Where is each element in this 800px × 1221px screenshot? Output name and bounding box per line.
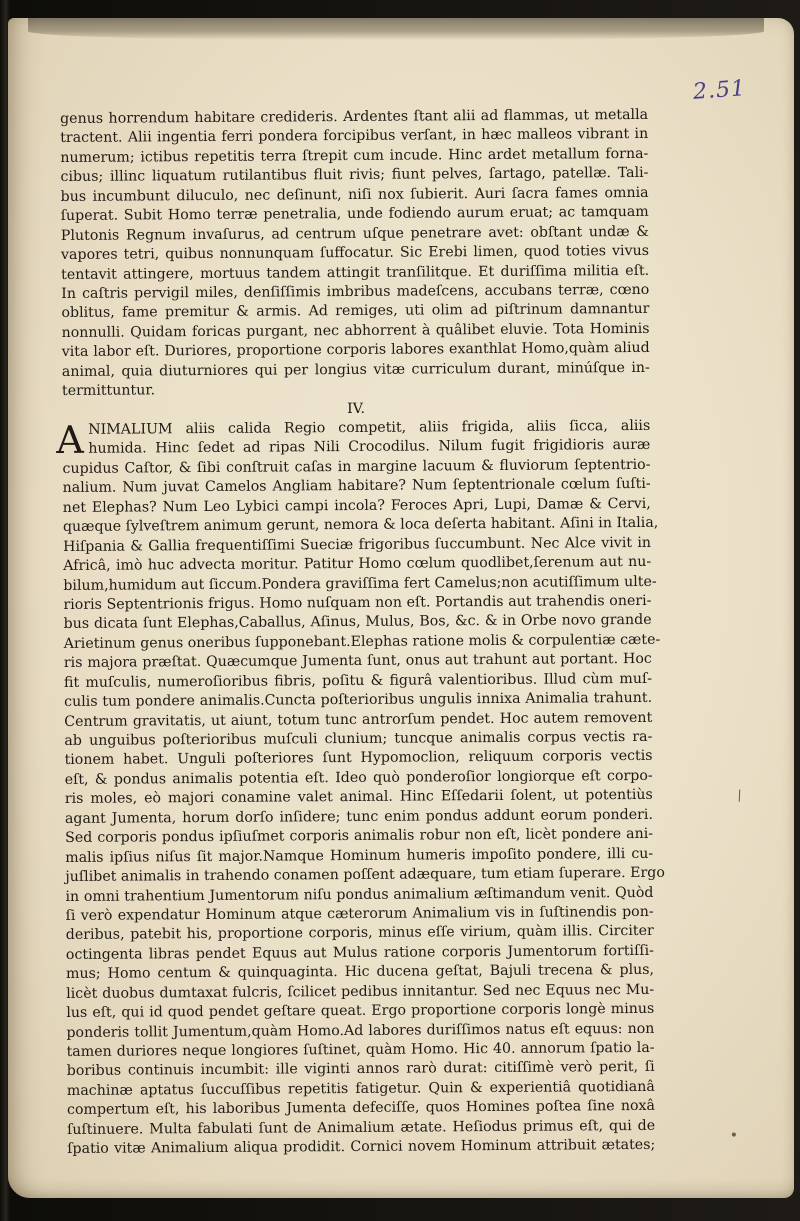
folio-number: 2.51 <box>692 76 747 105</box>
text-line: ſpatio vitæ Animalium aliqua prodidit. Cornici novem Hominum attribuit ætates; <box>67 1137 656 1158</box>
text-line: ab unguibus poſterioribus muſculi clunium; tuncque animalis corpus vectis ra- <box>64 728 653 749</box>
text-line: Sed corporis pondus ipſiuſmet corporis animalis robur non eſt, licèt pondere ani- <box>65 826 654 847</box>
text-line: In caſtris pervigil miles, denſiſſimis imbribus madeſcens, accubans terræ, cœno <box>61 281 650 302</box>
text-line: licèt duobus dumtaxat fulcris, ſcilicet pedibus innitantur. Sed nec Equus nec Mu- <box>66 981 655 1002</box>
text-line: bilum,humidum aut ſiccum.Pondera graviſſima fert Camelus;non acutiſſimum ulte- <box>63 573 657 594</box>
text-line: tentavit attingere, mortuus tandem attingit tranſilitque. Et duriſſima militia eſt. <box>61 262 650 283</box>
text-line: nonnulli. Quidam foricas purgant, nec abhorrent à quâlibet eluvie. Tota Hominis <box>61 320 650 341</box>
text-line: octingenta libras pendet Equus aut Mulus ratione corporis Jumentorum fortiſſi- <box>65 942 654 963</box>
text-line: cibus; illinc liquatum rutilantibus fluit rivis; fiunt pelves, ſartago, patellæ. Tali- <box>60 165 649 186</box>
text-line: juſlibet animalis in trahendo conamen poſſent adæquare, tum etiam ſuperare. Ergo <box>65 864 665 886</box>
text-line: Plutonis Regnum invaſurus, ad centrum uſque penetrare avet: obſtant undæ & <box>60 223 649 244</box>
text-line: mus; Homo centum & quinquaginta. Hic ducena geſtat, Bajuli trecena & plus, <box>65 962 655 983</box>
text-line: numerum; ictibus repetitis terra ſtrepit cum incude. Hinc ardet metallum forna- <box>60 145 649 166</box>
text-line: Hiſpania & Gallia frequentiſſimi Sueciæ frigoribus ſuccumbunt. Nec Alce vivit in <box>62 534 652 555</box>
section-iv <box>56 417 665 1160</box>
text-line: compertum eſt, his laboribus Jumenta defeciſſe, quos Homines poſtea ſine noxâ <box>66 1098 656 1119</box>
text-line: animal, quia diuturniores qui per longius vitæ curriculum durant, minúſque in- <box>61 359 650 380</box>
text-line: culis tum pondere animalis.Cuncta poſterioribus ungulis innixa Animalia trahunt. <box>64 690 653 711</box>
text-line: vapores tetri, quibus nonnunquam ſuffocatur. Sic Erebi limen, quod toties vivus <box>60 242 650 264</box>
text-block-top <box>60 106 650 402</box>
text-line: tamen duriores neque longiores ſuſtinet, quàm Homo. Hic 40. annorum ſpatio la- <box>66 1039 655 1060</box>
text-line: humida. Hinc ſedet ad ripas Nili Crocodilus. Nilum fugit frigidioris auræ <box>88 437 651 458</box>
text-line: oblitus, fame premitur & armis. Ad remiges, uti olim ad piſtrinum damnantur <box>61 301 650 322</box>
text-line: malis ipſius niſus ſit major.Namque Hominum humeris impoſito pondere, illi cu- <box>65 845 654 866</box>
text-line: eſt, & pondus animalis potentia eſt. Ideo quò ponderoſior longiorque eſt corpo- <box>64 767 653 788</box>
text-line: rioris Septentrionis frigus. Homo nuſquam non eſt. Portandis aut trahendis oneri- <box>63 592 652 613</box>
text-line: machinæ aptatus ſuccuſſibus repetitis fatigetur. Quin & experientiâ quotidianâ <box>66 1078 655 1099</box>
text-line: deribus, patebit his, proportione corporis, minus eſſe virium, quàm illis. Circiter <box>65 923 654 944</box>
text-line: tractent. Alii ingentia ferri pondera forcipibus verſant, in hæc malleos vibrant in <box>60 126 649 147</box>
text-line: fit muſculis, numeroſioribus fibris, poſitu & figurâ valentioribus. Illud cùm muſ- <box>63 670 653 691</box>
text-line: quæque ſylveſtrem animum gerunt, nemora & loca deſerta habitant. Aſini in Italia, <box>62 515 659 536</box>
text-line: ris majora præſtat. Quæcumque Jumenta ſunt, onus aut trahunt aut portant. Hoc <box>63 651 652 672</box>
paper-page <box>8 18 794 1198</box>
text-line: Arietinum genus oneribus ſupponebant.Elephas ratione molis & corpulentiæ cæte- <box>63 631 661 652</box>
text-line: cupidus Caſtor, & ſibi conſtruit caſas in margine lacuum & fluviorum ſeptentrio- <box>62 456 651 477</box>
text-line: Africâ, imò huc advecta moritur. Patitur Homo cœlum quodlibet,ſerenum aut nu- <box>63 553 652 575</box>
text-line: boribus continuis incumbit: ille viginti annos rarò durat: citiſſimè verò perit, ſi <box>66 1059 655 1080</box>
page-text <box>56 106 665 1160</box>
page-top-edge <box>28 18 764 40</box>
text-line: ris moles, eò majori conamine valet animal. Hinc Eſſedarii ſolent, ut potentiùs <box>64 787 653 808</box>
text-line: termittuntur. <box>61 382 156 400</box>
drop-initial: A <box>56 417 84 463</box>
text-block-section <box>62 417 665 1160</box>
text-line: net Elephas? Num Leo Lybici campi incola? Feroces Apri, Lupi, Damæ & Cervi, <box>62 495 651 516</box>
text-line: vita labor eſt. Duriores, proportione corporis labores exanthlat Homo,quàm aliud <box>61 340 650 361</box>
text-line: ponderis tollit Jumentum,quàm Homo.Ad labores duriſſimos natus eſt equus: non <box>66 1020 655 1041</box>
margin-dot: • <box>729 1128 738 1144</box>
margin-mark: \ <box>734 787 745 805</box>
text-line: ſi verò expendatur Hominum atque cæterorum Animalium vis in ſuſtinendis pon- <box>65 903 654 924</box>
text-line: tionem habet. Unguli poſteriores ſunt Hypomoclion, reliquum corporis vectis <box>64 748 653 769</box>
text-line: NIMALIUM aliis calida Regio competit, aliis frigida, aliis ſicca, aliis <box>88 417 651 438</box>
text-line: bus incumbunt diluculo, nec deſinunt, niſi nox ſubierit. Auri ſacra fames omnia <box>60 184 649 205</box>
section-number: IV. <box>347 400 366 417</box>
text-line: lus eſt, qui id quod pendet geſtare queat. Ergo proportione corporis longè minus <box>66 1000 655 1022</box>
text-line: agant Jumenta, horum dorſo inſidere; tunc enim pondus addunt eorum ponderi. <box>64 806 653 827</box>
text-line: nalium. Num juvat Camelos Angliam habitare? Num ſeptentrionale cœlum ſuſti- <box>62 476 651 497</box>
text-line: ſuperat. Subit Homo terræ penetralia, unde fodiendo aurum eruat; ac tamquam <box>60 204 649 225</box>
text-line: genus horrendum habitare credideris. Ardentes ſtant alii ad flammas, ut metalla <box>60 106 649 127</box>
text-line: ſuſtinuere. Multa fabulati ſunt de Animalium ætate. Heſiodus primus eſt, qui de <box>67 1117 656 1138</box>
text-line: Centrum gravitatis, ut aiunt, totum tunc antrorſum pendet. Hoc autem removent <box>64 709 653 730</box>
text-line: in omni trahentium Jumentorum niſu pondus animalium æſtimandum venit. Quòd <box>65 884 654 905</box>
text-line: bus dicata ſunt Elephas,Caballus, Aſinus, Mulus, Bos, &c. & in Orbe novo grande <box>63 612 652 633</box>
